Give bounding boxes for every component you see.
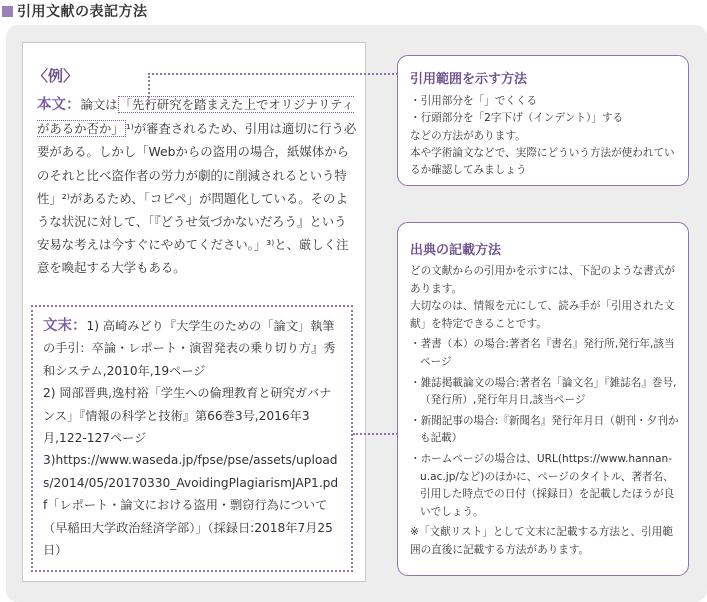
citation-range-panel bbox=[397, 55, 689, 186]
reference-item: 2) 岡部晋典,逸村裕「学生への倫理教育と研究ガバナンス」『情報の科学と技術』第66巻3号,2016年3月,122-127ページ bbox=[43, 386, 332, 446]
format-bullet: ・ホームページの場合は、URL(https://www.hannan-u.ac.jp/など)のほかに、ページのタイトル、著者名、引用した時点での日付（採録日）を記載したほうが良いでしょう。 bbox=[410, 452, 675, 518]
panel-body bbox=[410, 263, 682, 560]
references-box bbox=[31, 305, 353, 572]
section-header bbox=[0, 0, 148, 22]
panel-title: 出典の記載方法 bbox=[410, 243, 502, 258]
references-label: 文末： bbox=[43, 318, 87, 334]
panel-line: ・行頭部分を「2字下げ（インデント）」する bbox=[410, 112, 624, 125]
example-title: 〈例〉 bbox=[33, 67, 79, 85]
section-title: 引用文献の表記方法 bbox=[17, 4, 148, 20]
format-bullet: ・雑誌掲載論文の場合:著者名「論文名」『雑誌名』巻号,（発行所）,発行年月日,該当ページ bbox=[410, 376, 677, 407]
body-label: 本文： bbox=[37, 97, 81, 113]
connector-line bbox=[148, 73, 150, 105]
panel-line: ・引用部分を「」でくくる bbox=[410, 95, 538, 107]
panel-line: などの方法があります。 bbox=[410, 129, 526, 142]
format-bullet: ・新聞記事の場合:『新聞名』発行年月日（朝刊・夕刊かも記載） bbox=[410, 414, 679, 445]
panel-intro: どの文献からの引用かを示すには、下記のような書式があります。 bbox=[410, 265, 675, 295]
body-text-pre: 論文は bbox=[80, 97, 118, 112]
panel-title: 引用範囲を示す方法 bbox=[410, 72, 528, 87]
square-bullet-icon bbox=[2, 6, 13, 17]
body-text-post: ¹⁾が審査されるため、引用は適切に行う必要がある。しかし「Webからの盗用の場合，紙媒体からのそれと比べ盗作者の労力が劇的に削減されるという特性」²⁾があるため、「コピペ」が問題化している。そのような状況に対して、「『どうせ気づかないだろう』という安易な考えは今すぐにやめてください。」³⁾と、厳しく注意を喚起する大学もある。 bbox=[37, 121, 357, 276]
citation-highlight: 「先行研究を踏まえた上でオリジナリティがあるか否か」 bbox=[37, 97, 354, 137]
connector-line bbox=[148, 73, 398, 75]
reference-item: 3)https://www.waseda.jp/fpse/pse/assets/uploads/2014/05/20170330_AvoidingPlagiarismJAP1.pdf「レポート・論文における盗用・剽窃行為について（早稲田大学政治経済学部）」（採録日:2018年7月25日） bbox=[43, 453, 339, 558]
connector-line bbox=[353, 433, 398, 435]
reference-item: 文末：1) 高崎みどり『大学生のための「論文」執筆の手引：卒論・レポート・演習発表の乗り切り方』秀和システム,2010年,19ページ bbox=[43, 318, 336, 378]
panel-intro: 大切なのは、情報を元にして、読み手が「引用された文献」を特定できることです。 bbox=[410, 300, 675, 330]
example-body bbox=[37, 93, 357, 280]
panel-note: ※「文献リスト」として文末に記載する方法と、引用範囲の直後に記載する方法があります。 bbox=[410, 526, 673, 556]
panel-body bbox=[410, 93, 682, 179]
format-bullet: ・著書（本）の場合:著者名『書名』発行所,発行年,該当ページ bbox=[410, 338, 675, 368]
source-format-panel bbox=[397, 222, 689, 576]
panel-line: 本や学術論文などで、実際にどういう方法が使われているか確認してみましょう bbox=[410, 146, 675, 177]
